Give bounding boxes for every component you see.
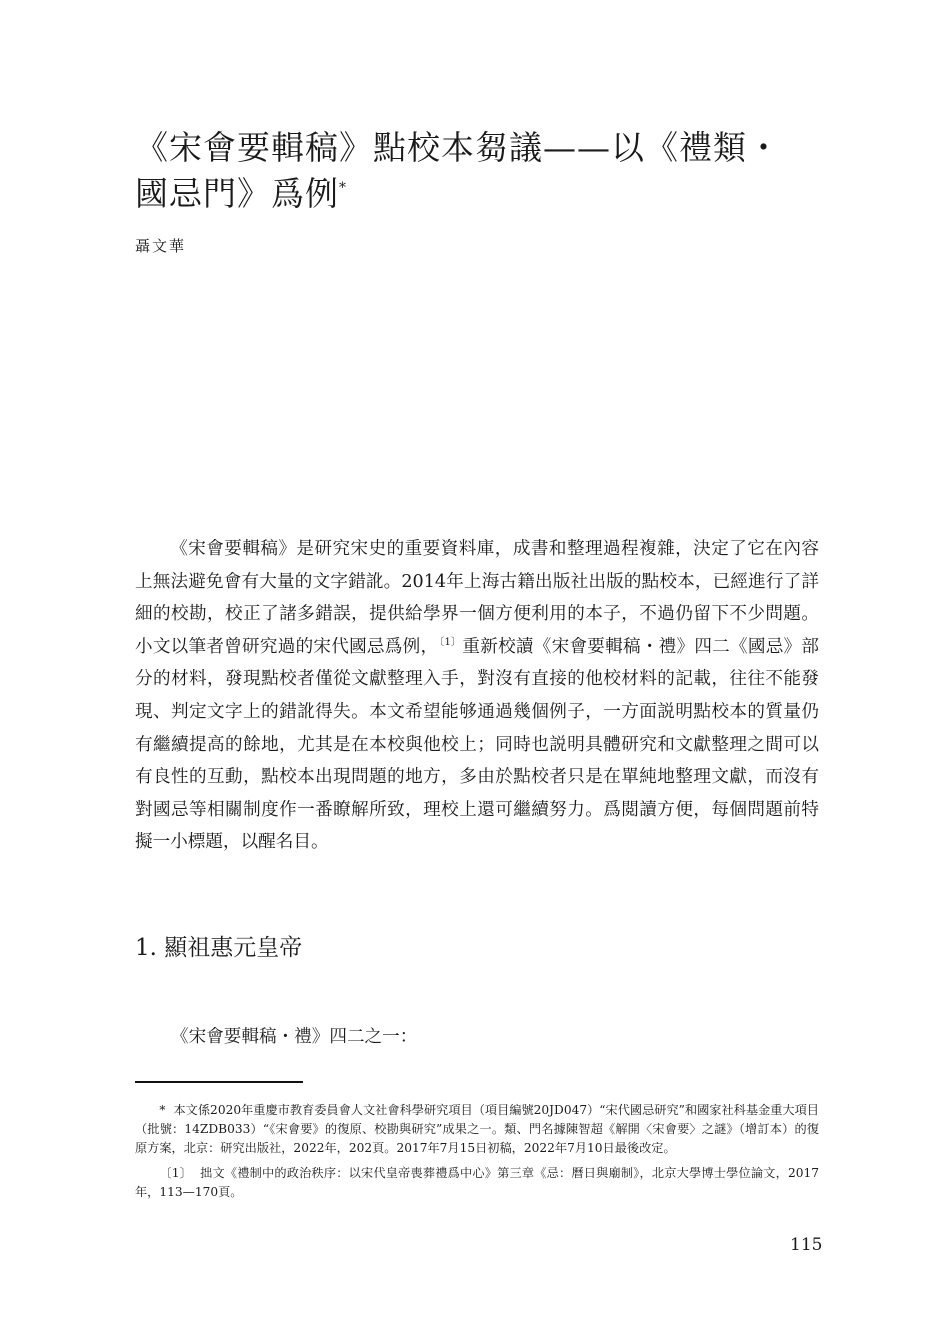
body-text: [135, 533, 819, 859]
quote-intro: 《宋會要輯稿・禮》四二之一：: [171, 1027, 418, 1047]
body-segment-1: 《宋會要輯稿》是研究宋史的重要資料庫，成書和整理過程複雜，決定了它在內容上無法避免會有大量的文字錯訛。2014年上海古籍出版社出版的點校本，已經進行了詳細的校勘，校正了諸多錯誤，提供給學界一個方便利用的本子，不過仍留下不少問題。小文以筆者曾研究過的宋代國忌爲例，: [135, 539, 819, 657]
footnote-mark: *: [159, 1103, 166, 1117]
body-segment-2: 重新校讀《宋會要輯稿・禮》四二《國忌》部分的材料，發現點校者僅從文獻整理入手，對沒有直接的他校材料的記載，往往不能發現、判定文字上的錯訛得失。本文希望能够通過幾個例子，一方面説明點校本的質量仍有繼續提高的餘地，尤其是在本校與他校上；同時也説明具體研究和文獻整理之間可以有良性的互動，點校本出現問題的地方，多由於點校者只是在單純地整理文獻，而沒有對國忌等相關制度作一番瞭解所致，理校上還可繼續努力。爲閲讀方便，每個問題前特擬一小標題，以醒名目。: [135, 636, 819, 853]
footnote-text: 本文係2020年重慶市教育委員會人文社會科學研究項目（項目編號20JD047）“宋代國忌研究”和國家社科基金重大項目（批號：14ZDB033）“《宋會要》的復原、校勘與研究”成果之一。類、門名據陳智超《解開〈宋會要〉之謎》（增訂本）的復原方案，北京：研究出版社，2022年，202頁。2017年7月15日初稿，2022年7月10日最後改定。: [135, 1103, 819, 1156]
author-name: 聶文華: [135, 237, 187, 255]
page-number: 115: [790, 1235, 823, 1255]
article-title: [135, 125, 835, 217]
title-line-2-text: 國忌門》爲例: [135, 174, 339, 213]
footnote-text: 拙文《禮制中的政治秩序：以宋代皇帝喪葬禮爲中心》第三章《忌：曆日與廟制》，北京大學博士學位論文，2017年，113—170頁。: [135, 1165, 819, 1199]
footnotes: [135, 1101, 819, 1202]
title-line-2: [135, 171, 835, 217]
section-heading: 1. 顯祖惠元皇帝: [135, 935, 303, 961]
body-paragraph: [135, 533, 819, 859]
title-line-1: 《宋會要輯稿》點校本芻議——以《禮類・: [135, 128, 781, 167]
footnote-mark: 〔1〕: [159, 1165, 193, 1180]
footnote-item: [135, 1164, 819, 1202]
footnote-item: [135, 1101, 819, 1159]
title-footnote-marker[interactable]: *: [339, 180, 347, 196]
footnote-divider: [135, 1081, 303, 1083]
footnote-ref-1[interactable]: 〔1〕: [439, 636, 462, 648]
